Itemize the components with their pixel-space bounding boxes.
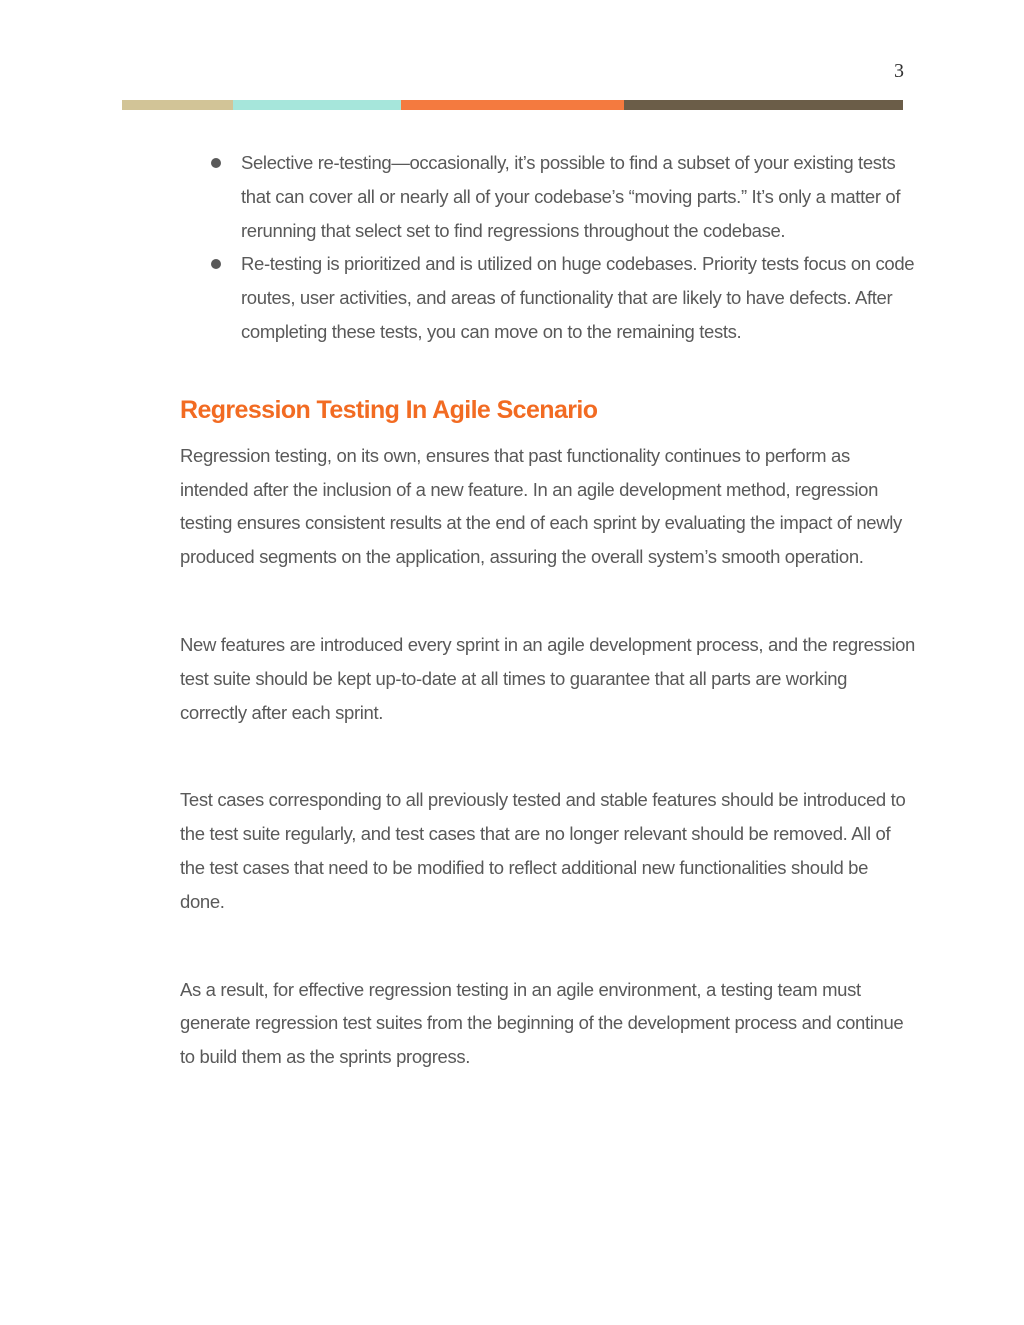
paragraph: Test cases corresponding to all previously tested and stable features should be introduced to the test suite regularly, and test cases that are no longer relevant should be removed. All of the test cases that need to be modified to reflect additional new functionalities should be done. — [180, 789, 906, 912]
bullet-text: Selective re-testing—occasionally, it’s possible to find a subset of your existing tests that can cover all or nearly all of your codebase’s “moving parts.” It’s only a matter of rerunning that select set to find regressions throughout the codebase. — [241, 152, 901, 241]
color-bar-segment-tan — [122, 100, 233, 110]
paragraph: As a result, for effective regression testing in an agile environment, a testing team must generate regression test suites from the beginning of the development process and continue to build them as the sprints progress. — [180, 978, 904, 1068]
bullet-dot-icon — [211, 259, 221, 269]
page-number: 3 — [894, 60, 904, 82]
bullet-list — [180, 146, 915, 349]
color-bar-segment-aqua — [233, 100, 401, 110]
header-color-bar — [122, 100, 903, 110]
color-bar-segment-orange — [401, 100, 624, 110]
color-bar-segment-brown — [624, 100, 903, 110]
paragraph: Regression testing, on its own, ensures that past functionality continues to perform as intended after the inclusion of a new feature. In an agile development method, regression testing ensures consistent results at the end of each sprint by evaluating the impact of newly produced segments on the application, assuring the overall system’s smooth operation. — [180, 444, 902, 568]
bullet-text: Re-testing is prioritized and is utilized on huge codebases. Priority tests focus on code routes, user activities, and areas of functionality that are likely to have defects. After completing these tests, you can move on to the remaining tests. — [241, 253, 915, 342]
bullet-item — [180, 247, 915, 348]
bullet-dot-icon — [211, 158, 221, 168]
document-body — [180, 146, 915, 1074]
section-heading: Regression Testing In Agile Scenario — [180, 395, 598, 424]
bullet-item — [180, 146, 915, 247]
paragraph: New features are introduced every sprint in an agile development process, and the regression test suite should be kept up-to-date at all times to guarantee that all parts are working correctly after each sprint. — [180, 633, 915, 723]
